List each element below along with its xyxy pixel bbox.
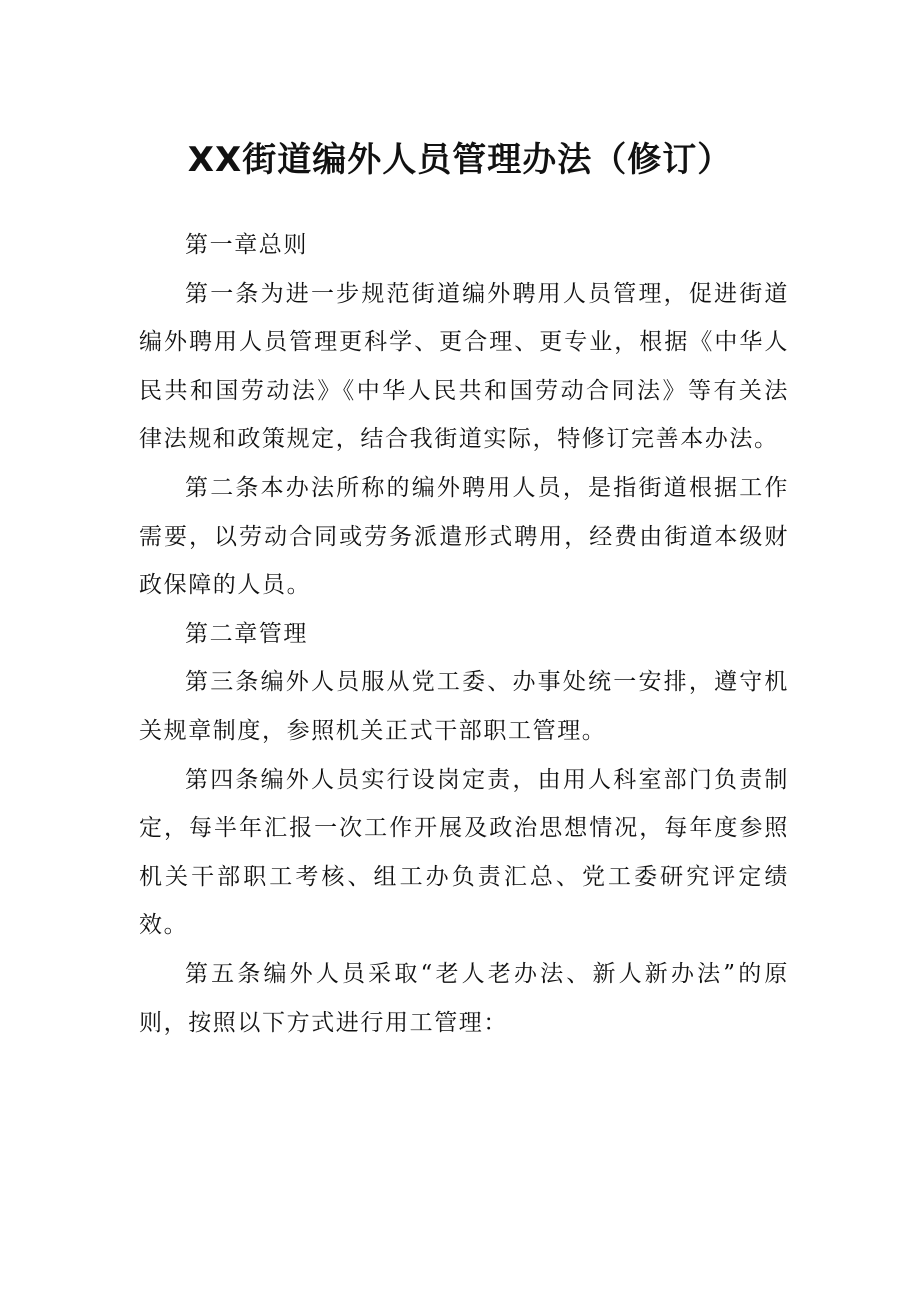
article-1: 第一条为进一步规范街道编外聘用人员管理，促进街道编外聘用人员管理更科学、更合理、更专业，根据《中华人民共和国劳动法》《中华人民共和国劳动合同法》等有关法律法规和政策规定，结合我街道实际，特修订完善本办法。 xyxy=(139,280,789,453)
article-2: 第二条本办法所称的编外聘用人员，是指街道根据工作需要，以劳动合同或劳务派遣形式聘用，经费由街道本级财政保障的人员。 xyxy=(139,474,789,599)
document-body xyxy=(139,221,789,1047)
article-4: 第四条编外人员实行设岗定责，由用人科室部门负责制定，每半年汇报一次工作开展及政治思想情况，每年度参照机关干部职工考核、组工办负责汇总、党工委研究评定绩效。 xyxy=(139,766,789,939)
article-3: 第三条编外人员服从党工委、办事处统一安排，遵守机关规章制度，参照机关正式干部职工管理。 xyxy=(139,669,789,744)
chapter-heading-management: 第二章管理 xyxy=(185,620,308,647)
document-title: XX街道编外人员管理办法（修订） xyxy=(187,140,733,180)
chapter-heading-general: 第一章总则 xyxy=(185,232,308,258)
article-5: 第五条编外人员采取“老人老办法、新人新办法”的原则，按照以下方式进行用工管理： xyxy=(139,960,789,1036)
